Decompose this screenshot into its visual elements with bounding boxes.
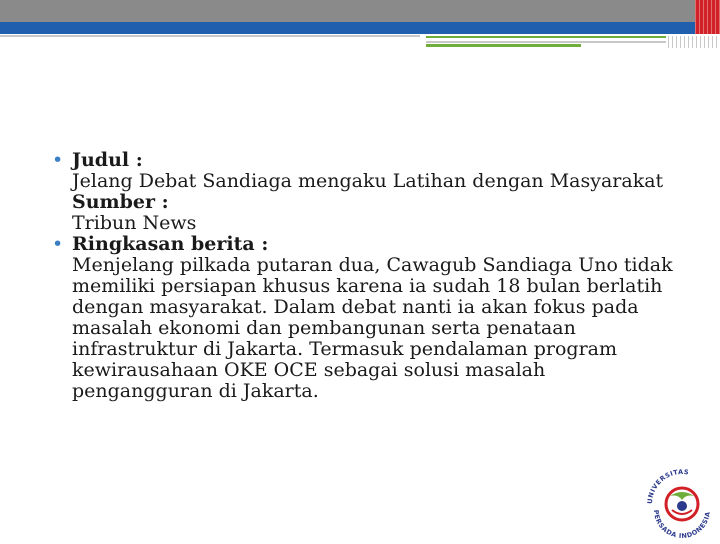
header-stripes-right: [668, 36, 720, 48]
header-divider-gray-2: [426, 41, 666, 43]
ringkasan-text: Menjelang pilkada putaran dua, Cawagub Sandiaga Uno tidak memiliki persiapan khusus karena ia sudah 18 bulan berlatih dengan masyarakat. Dalam debat nanti ia akan fokus pada masalah ekonomi dan pembangunan serta penataan infrastruktur di Jakarta. Termasuk pendalaman program kewirausahaan OKE OCE sebagai solusi masalah pengangguran di Jakarta.: [72, 254, 673, 402]
judul-text: Jelang Debat Sandiaga mengaku Latihan dengan Masyarakat: [72, 170, 664, 192]
bullet-icon: •: [52, 233, 64, 255]
header-red-stripes: [695, 0, 720, 34]
ringkasan-label: Ringkasan berita :: [72, 233, 269, 255]
header-blue-bar: [0, 22, 695, 34]
header-divider-gray: [0, 35, 420, 37]
logo-ring-bottom-text: PERSADA INDONESIA: [651, 509, 713, 540]
list-item-ringkasan: [52, 234, 682, 402]
sumber-text: Tribun News: [72, 212, 197, 234]
university-logo: [640, 460, 720, 540]
header-divider-green: [426, 36, 666, 38]
header-divider-green-2: [426, 44, 581, 47]
slide-content: [52, 150, 682, 402]
bullet-icon: •: [52, 149, 64, 171]
judul-label: Judul :: [72, 149, 143, 171]
logo-ring-top-text: UNIVERSITAS: [645, 467, 690, 505]
list-item-judul: [52, 150, 682, 234]
sumber-label: Sumber :: [72, 191, 169, 213]
header-gray-bar: [0, 0, 695, 22]
